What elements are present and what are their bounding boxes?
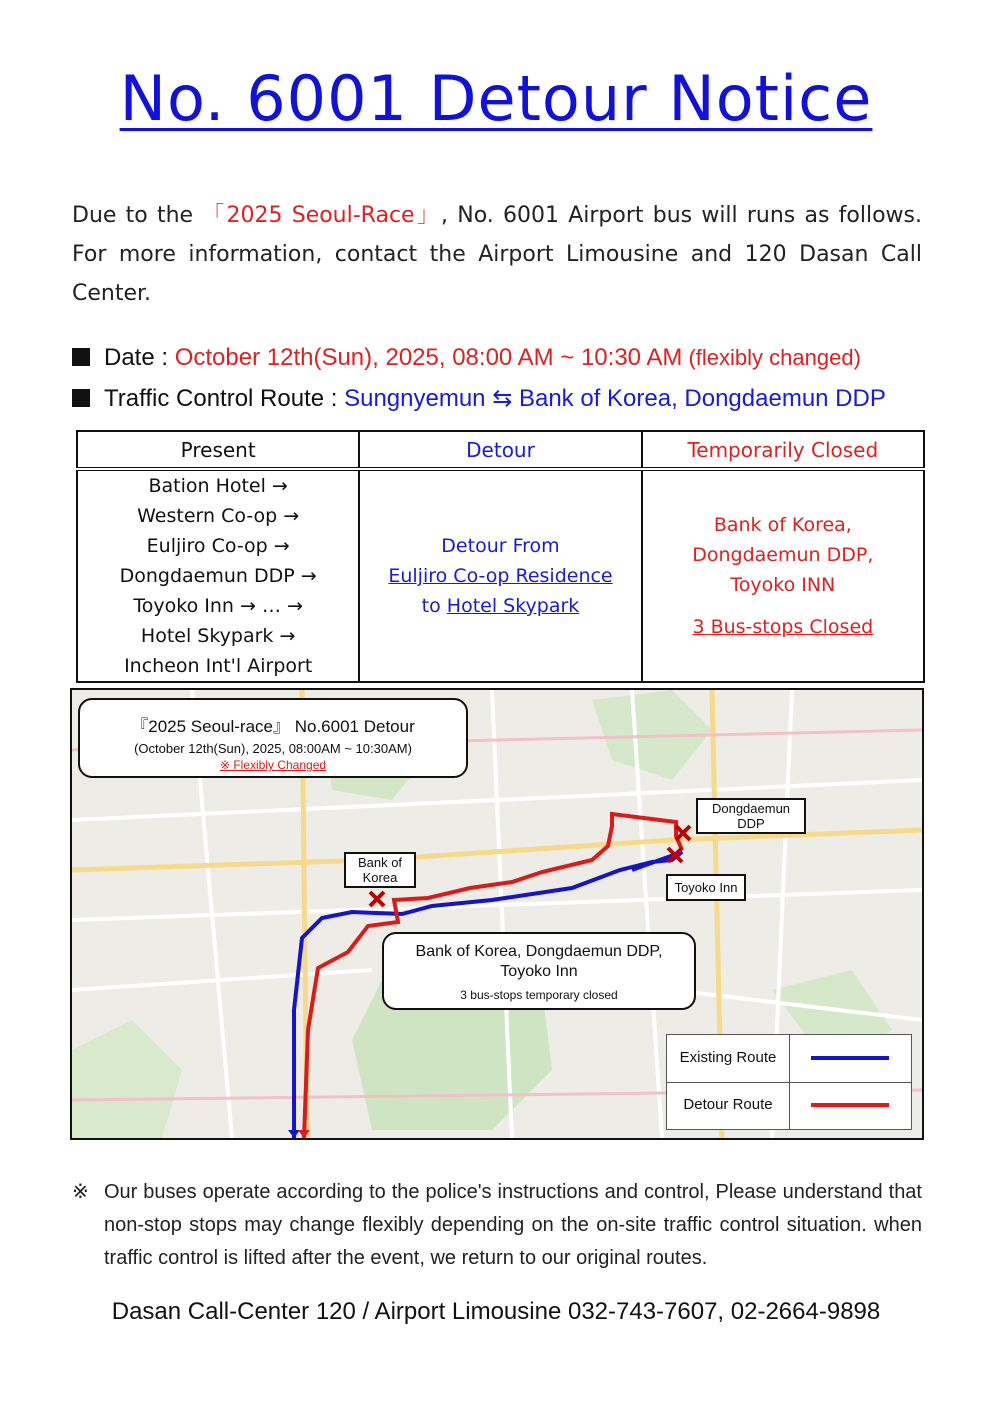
detour-from: Euljiro Co-op Residence <box>388 565 613 587</box>
closed-box-title: Bank of Korea, Dongdaemun DDP, Toyoko Inn <box>415 943 663 980</box>
closed-box-sub: 3 bus-stops temporary closed <box>460 988 618 1002</box>
event-name: 「2025 Seoul-Race」 <box>202 203 442 228</box>
footnote-text: Our buses operate according to the police's instructions and control, Please understand that non-stop stops may change flexibly depending on the on-site traffic control situation. when traffic control is lifted after the event, we return to our original routes. <box>104 1181 922 1269</box>
legend-detour <box>667 1082 911 1129</box>
reference-mark: ※ <box>72 1181 89 1203</box>
route-table <box>76 430 925 683</box>
detour-line1: Detour From <box>441 535 560 557</box>
header-closed: Temporarily Closed <box>642 431 924 469</box>
date-line <box>72 344 861 372</box>
control-value: Sungnyemun ⇆ Bank of Korea, Dongdaemun DDP <box>344 385 886 412</box>
existing-route-swatch <box>811 1056 889 1060</box>
detour-to-word: to <box>421 595 447 617</box>
closed-stop: Bank of Korea, <box>713 514 852 536</box>
present-stop: Western Co-op → <box>137 505 300 527</box>
square-bullet-icon <box>72 389 90 407</box>
detour-cell <box>359 469 641 682</box>
traffic-control-line <box>72 384 886 413</box>
closed-stops-callout <box>382 932 696 1010</box>
present-stop: Euljiro Co-op → <box>146 535 290 557</box>
route-map <box>70 688 924 1140</box>
detour-route-swatch <box>811 1103 889 1107</box>
date-note: (flexibly changed) <box>682 345 861 370</box>
callout-note: ※ Flexibly Changed <box>219 758 327 772</box>
toyoko-inn-label: Toyoko Inn <box>666 874 746 901</box>
closed-stop: Toyoko INN <box>730 574 836 596</box>
callout-title: 『2025 Seoul-race』 No.6001 Detour <box>131 717 415 736</box>
callout-date: (October 12th(Sun), 2025, 08:00AM ~ 10:30AM) <box>134 741 412 756</box>
contact-line: Dasan Call-Center 120 / Airport Limousine 032-743-7607, 02-2664-9898 <box>111 1298 881 1325</box>
closed-summary: 3 Bus-stops Closed <box>692 616 874 638</box>
present-stop: Toyoko Inn → … → <box>133 595 303 617</box>
intro-prefix: Due to the <box>72 203 203 228</box>
detour-to-line <box>361 591 639 621</box>
header-detour: Detour <box>359 431 641 469</box>
intro-paragraph <box>72 196 922 313</box>
detour-to: Hotel Skypark <box>446 595 580 617</box>
map-legend <box>666 1034 912 1130</box>
legend-existing-label: Existing Route <box>679 1049 777 1066</box>
present-stop: Hotel Skypark → <box>140 625 296 647</box>
present-route-cell <box>77 469 359 682</box>
detour-callout <box>78 698 468 778</box>
legend-detour-label: Detour Route <box>683 1096 773 1113</box>
page-title: No. 6001 Detour Notice <box>119 62 873 135</box>
square-bullet-icon <box>72 348 90 366</box>
header-present: Present <box>77 431 359 469</box>
footnote <box>72 1176 922 1275</box>
date-label: Date : <box>104 344 175 371</box>
legend-existing <box>667 1035 911 1083</box>
present-stop: Incheon Int'l Airport <box>124 655 313 677</box>
present-stop: Bation Hotel → <box>148 475 288 497</box>
closed-stop: Dongdaemun DDP, <box>692 544 874 566</box>
present-stop: Dongdaemun DDP → <box>119 565 317 587</box>
control-label: Traffic Control Route : <box>104 385 345 412</box>
intro-suffix: , No. 6001 Airport bus will runs as follows. For more information, contact the Airport Limousine and 120 Dasan Call Center. <box>72 203 922 306</box>
closed-cell <box>642 469 924 682</box>
bank-of-korea-label: Bank of Korea <box>344 852 416 888</box>
dongdaemun-ddp-label: Dongdaemun DDP <box>696 798 806 834</box>
date-value: October 12th(Sun), 2025, 08:00 AM ~ 10:30 AM <box>174 344 683 371</box>
